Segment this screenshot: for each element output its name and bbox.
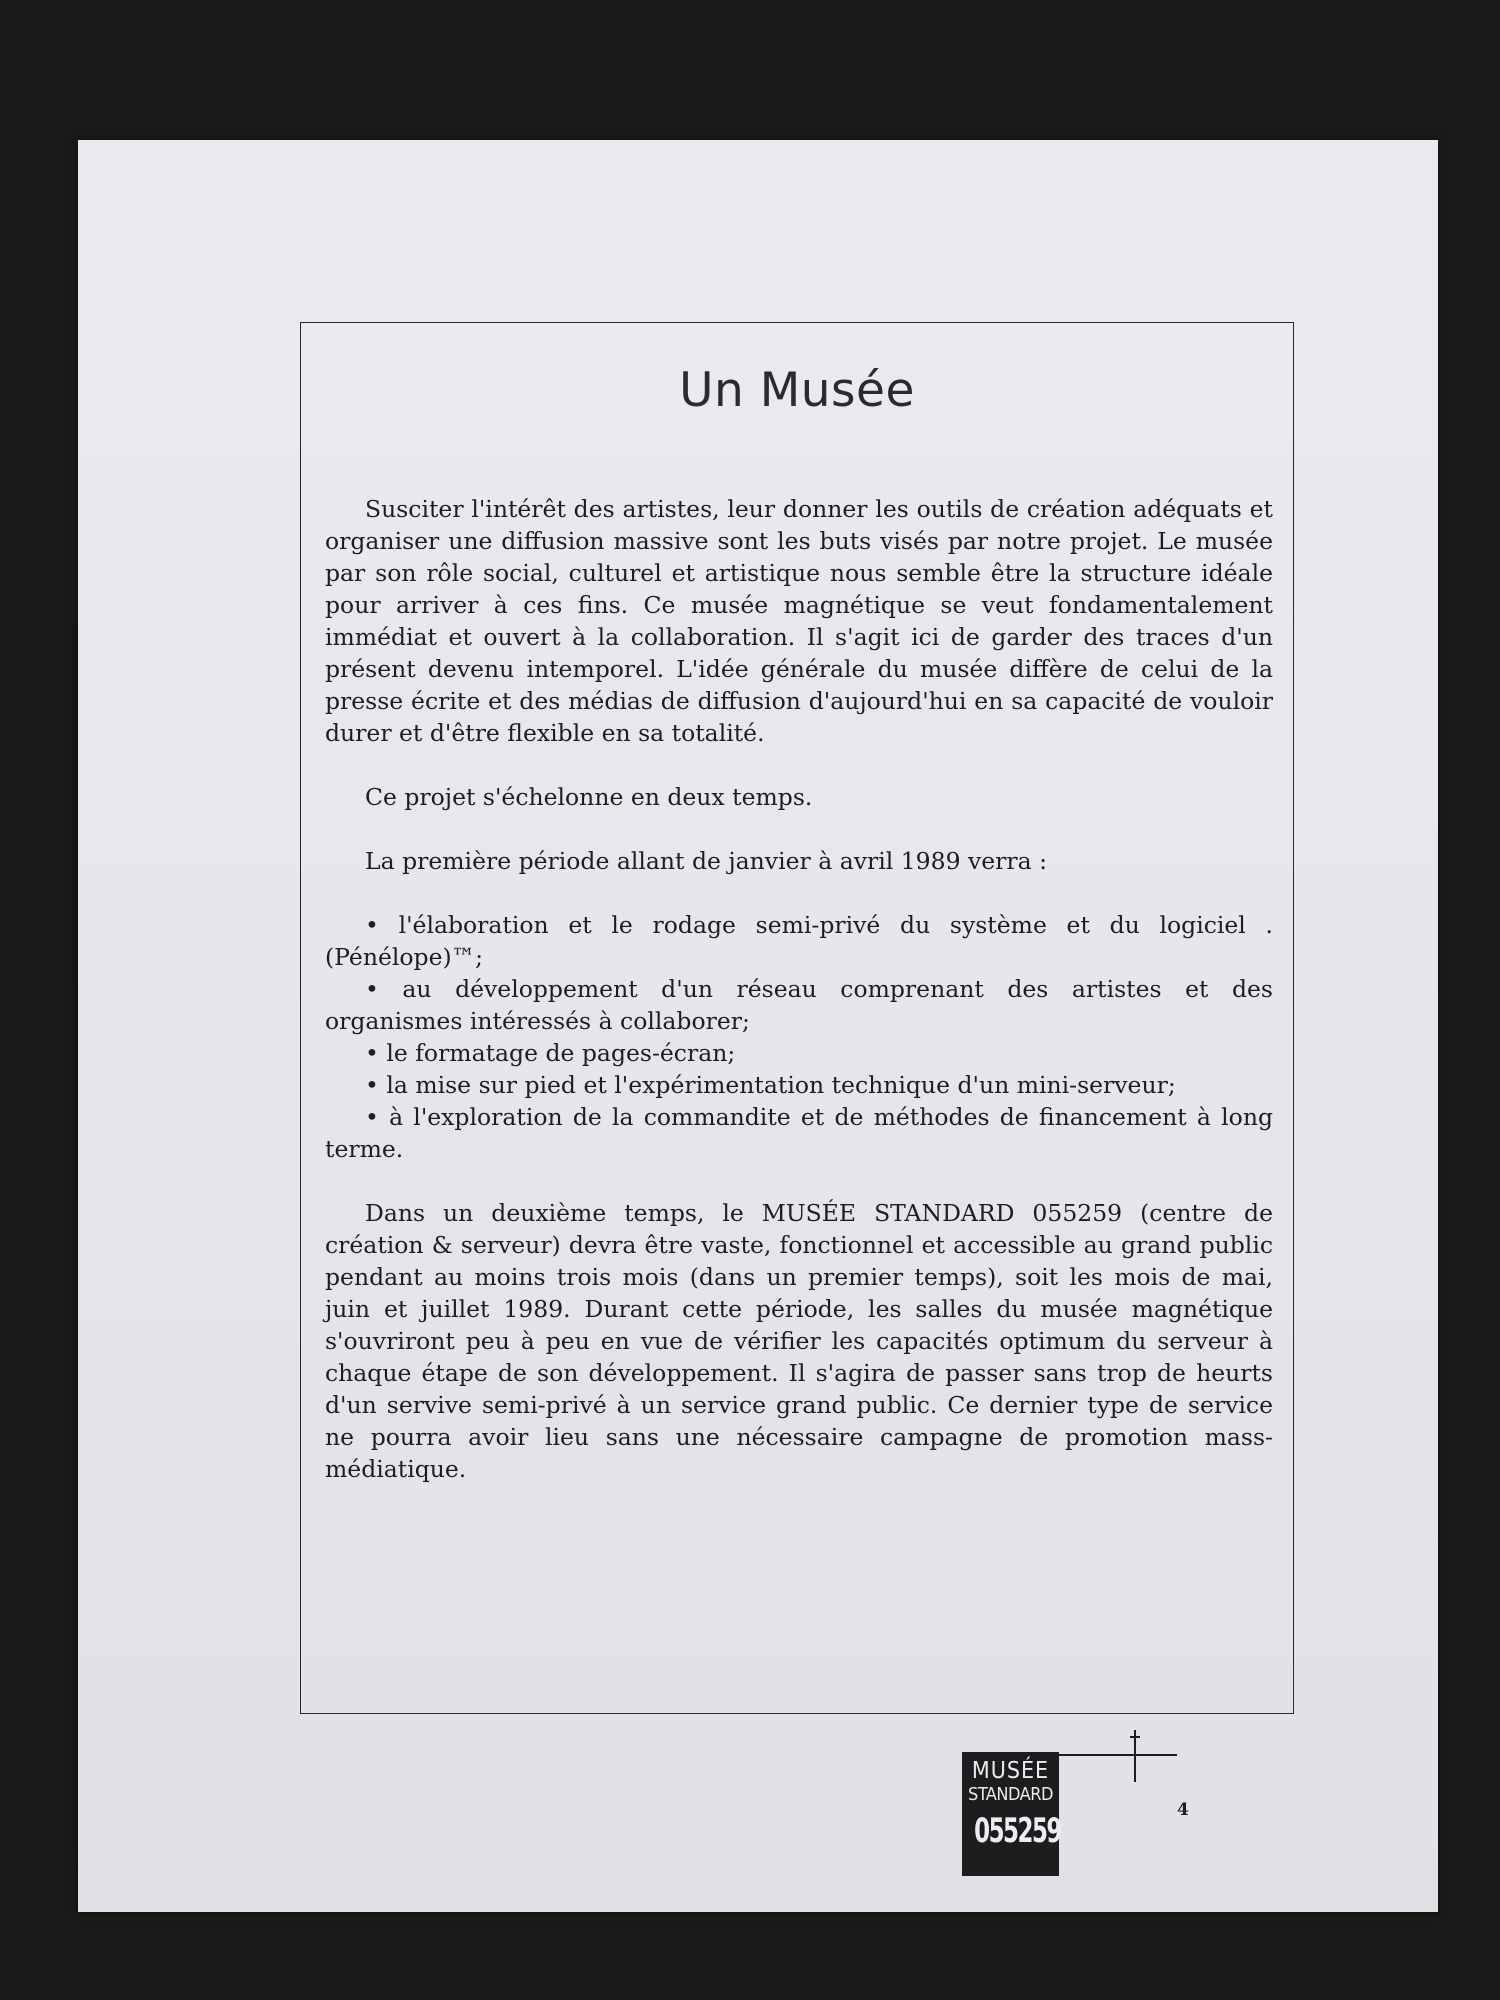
bullet-item: • l'élaboration et le rodage semi-privé du système et du logiciel .(Pénélope)™; [325,911,1273,971]
logo-cross-tick [1130,1736,1140,1738]
bullet-item: • au développement d'un réseau comprenant des artistes et des organismes intéressés à collaborer; [325,975,1273,1035]
paragraph-first-period: La première période allant de janvier à avril 1989 verra : [365,847,1048,875]
page-number: 4 [1177,1800,1189,1820]
body-text [325,493,1273,1485]
paragraph-two-phases: Ce projet s'échelonne en deux temps. [365,783,813,811]
page-title: Un Musée [679,363,915,418]
paragraph-intro: Susciter l'intérêt des artistes, leur donner les outils de création adéquats et organiser une diffusion massive sont les buts visés par notre projet. Le musée par son rôle social, culturel et artistique nous semble être la structure idéale pour arriver à ces fins. Ce musée magnétique se veut fondamentalement immédiat et ouvert à la collaboration. Il s'agit ici de garder des traces d'un présent devenu intemporel. L'idée générale du musée diffère de celui de la presse écrite et des médias de diffusion d'aujourd'hui en sa capacité de vouloir durer et d'être flexible en sa totalité. [325,495,1273,747]
musee-standard-logo [962,1752,1059,1876]
text-frame [300,322,1294,1714]
bullet-item: • à l'exploration de la commandite et de méthodes de financement à long terme. [325,1103,1273,1163]
logo-line-standard: STANDARD [968,1784,1053,1805]
bullet-item: • le formatage de pages-écran; [365,1039,736,1067]
bullet-item: • la mise sur pied et l'expérimentation technique d'un mini-serveur; [365,1071,1176,1099]
paragraph-second-period: Dans un deuxième temps, le MUSÉE STANDARD 055259 (centre de création & serveur) devra être vaste, fonctionnel et accessible au grand public pendant au moins trois mois (dans un premier temps), soit les mois de mai, juin et juillet 1989. Durant cette période, les salles du musée magnétique s'ouvriront peu à peu en vue de vérifier les capacités optimum du serveur à chaque étape de son développement. Il s'agira de passer sans trop de heurts d'un servive semi-privé à un service grand public. Ce dernier type de service ne pourra avoir lieu sans une nécessaire campagne de promotion mass-médiatique. [325,1199,1273,1483]
paper-sheet [78,140,1438,1912]
logo-line-number: 055259 [974,1811,1061,1851]
logo-horizontal-rule [1059,1754,1177,1756]
logo-line-musee: MUSÉE [971,1758,1050,1784]
